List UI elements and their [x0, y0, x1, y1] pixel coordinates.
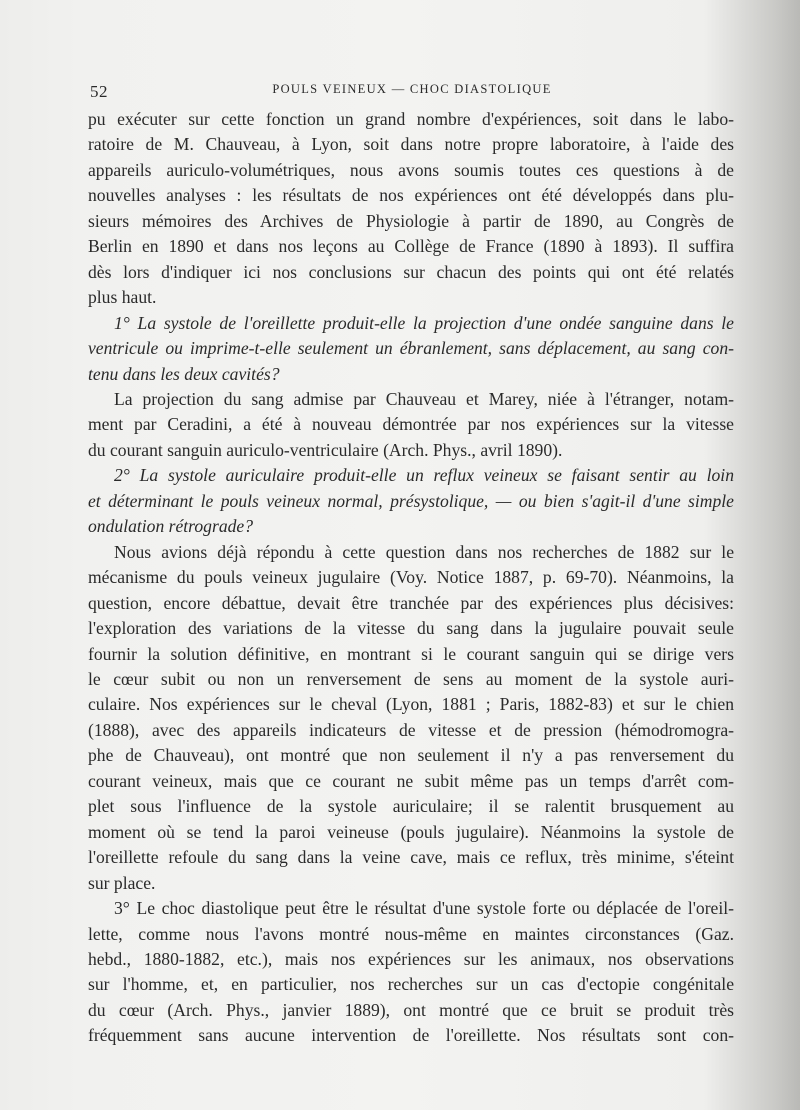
text-line: (1888), avec des appareils indicateurs de vitesse et de pression (hémodromogra-: [88, 719, 734, 740]
text-line: pu exécuter sur cette fonction un grand nombre d'expériences, soit dans le labo-: [88, 109, 734, 129]
text-line: fournir la solution définitive, en montrant si le courant sanguin qui se dirige vers: [88, 643, 734, 664]
text-line: sieurs mémoires des Archives de Physiologie à partir de 1890, au Congrès de: [88, 210, 734, 231]
text-line: question, encore débattue, devait être tranchée par des expériences plus décisives:: [88, 592, 734, 613]
text-line: plus haut.: [88, 287, 157, 308]
text-line: l'exploration des variations de la vitesse du sang dans la jugulaire pouvait seule: [88, 618, 734, 639]
text-line: dès lors d'indiquer ici nos conclusions sur chacun des points qui ont été relatés: [88, 261, 734, 282]
text-line: Berlin en 1890 et dans nos leçons au Collège de France (1890 à 1893). Il suffira: [88, 236, 734, 257]
text-line: 3° Le choc diastolique peut être le résultat d'une systole forte ou déplacée de l'oreil-: [114, 898, 734, 919]
text-line: hebd., 1880-1882, etc.), mais nos expériences sur les animaux, nos observations: [88, 948, 734, 969]
text-line: mécanisme du pouls veineux jugulaire (Voy. Notice 1887, p. 69-70). Néanmoins, la: [88, 567, 734, 588]
text-line: du courant sanguin auriculo-ventriculaire (Arch. Phys., avril 1890).: [88, 439, 563, 460]
text-line: sur l'homme, et, en particulier, nos recherches sur un cas d'ectopie congénitale: [88, 974, 734, 995]
text-line: du cœur (Arch. Phys., janvier 1889), ont montré que ce bruit se produit très: [88, 999, 734, 1020]
text-line: moment où se tend la paroi veineuse (pouls jugulaire). Néanmoins la systole de: [88, 821, 734, 842]
question-line: ondulation rétrograde?: [88, 516, 254, 537]
question-line: et déterminant le pouls veineux normal, présystolique, — ou bien s'agit-il d'une simple: [88, 490, 734, 511]
text-line: l'oreillette refoule du sang dans la veine cave, mais ce reflux, très minime, s'éteint: [88, 847, 734, 868]
text-line: Nous avions déjà répondu à cette question dans nos recherches de 1882 sur le: [114, 541, 734, 562]
text-line: fréquemment sans aucune intervention de l'oreillette. Nos résultats sont con-: [88, 1025, 734, 1046]
running-head: POULS VEINEUX — CHOC DIASTOLIQUE: [272, 82, 552, 96]
question-line: 2° La systole auriculaire produit-elle un reflux veineux se faisant sentir au loin: [114, 465, 734, 486]
question-line: tenu dans les deux cavités?: [88, 363, 280, 384]
text-line: lette, comme nous l'avons montré nous-même en maintes circonstances (Gaz.: [88, 923, 734, 944]
question-line: ventricule ou imprime-t-elle seulement un ébranlement, sans déplacement, au sang con-: [88, 338, 734, 359]
text-line: appareils auriculo-volumétriques, nous avons soumis toutes ces questions à de: [88, 159, 734, 180]
text-line: courant veineux, mais que ce courant ne subit même pas un temps d'arrêt com-: [88, 770, 734, 791]
text-line: La projection du sang admise par Chauveau et Marey, niée à l'étranger, notam-: [114, 388, 734, 409]
body-text: [88, 107, 734, 1049]
page-number: 52: [90, 82, 108, 101]
text-line: ment par Ceradini, a été à nouveau démontrée par nos expériences sur la vitesse: [88, 414, 734, 435]
text-line: le cœur subit ou non un renversement de sens au moment de la systole auri-: [88, 668, 734, 689]
text-line: phe de Chauveau), ont montré que non seulement il n'y a pas renversement du: [88, 745, 734, 766]
text-line: plet sous l'influence de la systole auriculaire; il se ralentit brusquement au: [88, 796, 734, 817]
text-line: sur place.: [88, 872, 156, 893]
text-line: culaire. Nos expériences sur le cheval (Lyon, 1881 ; Paris, 1882-83) et sur le chien: [88, 694, 734, 715]
question-line: 1° La systole de l'oreillette produit-elle la projection d'une ondée sanguine dans le: [114, 312, 734, 333]
text-line: ratoire de M. Chauveau, à Lyon, soit dans notre propre laboratoire, à l'aide des: [88, 134, 734, 155]
text-line: nouvelles analyses : les résultats de nos expériences ont été développés dans plu-: [88, 185, 734, 206]
page-header: [88, 80, 736, 104]
